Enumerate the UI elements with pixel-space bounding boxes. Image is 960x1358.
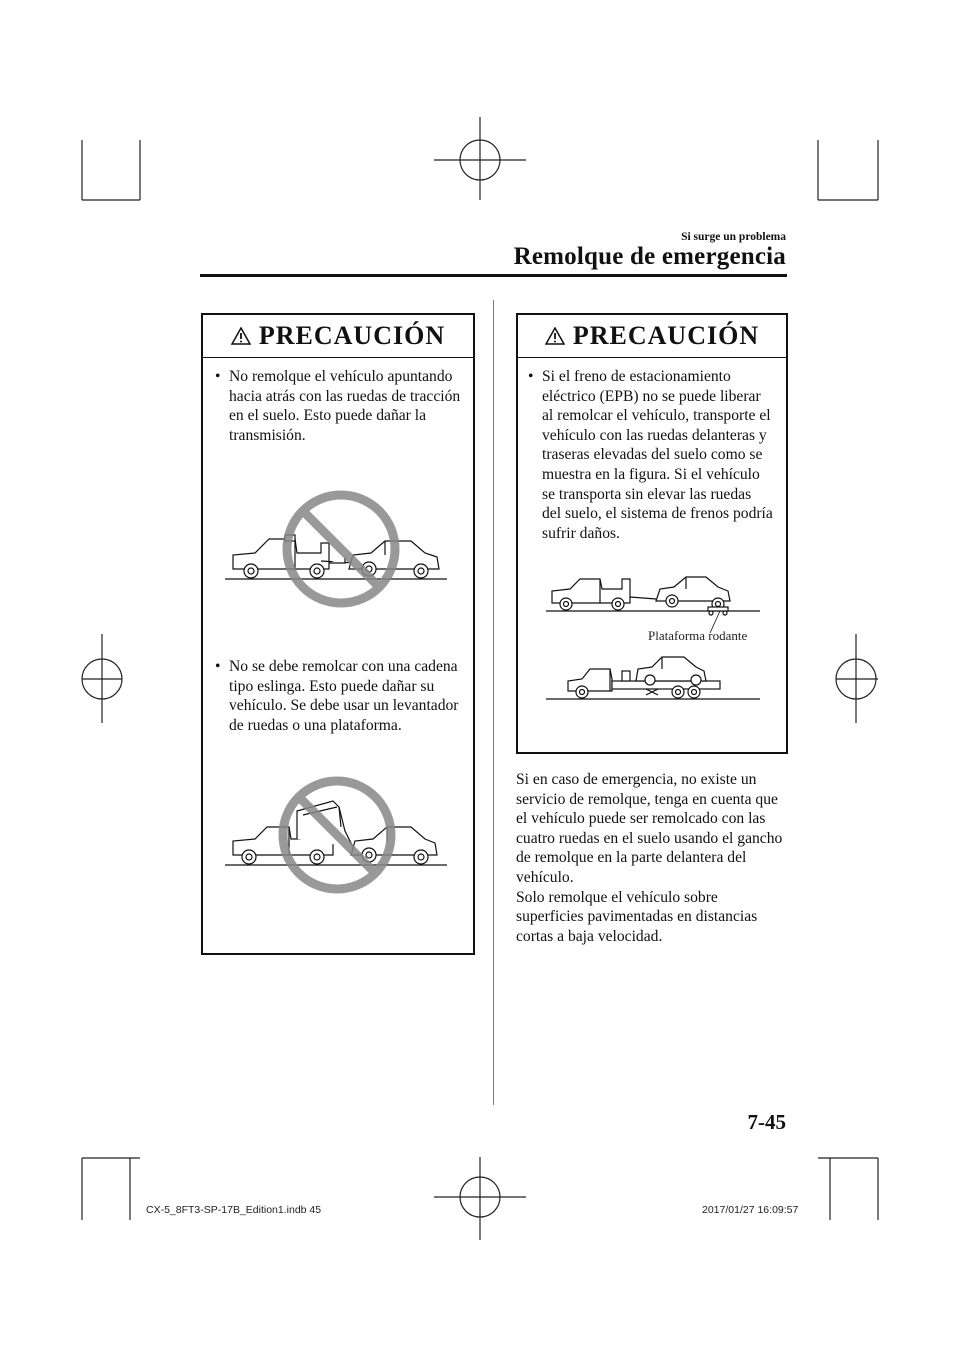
bullet-line: tipo eslinga. Esto puede dañar su <box>229 677 435 695</box>
body-line: Si en caso de emergencia, no existe un <box>516 771 757 788</box>
bullet-line: al remolcar el vehículo, transporte el <box>542 407 771 425</box>
body-line: el vehículo puede ser remolcado con las <box>516 810 766 828</box>
flatbed-truck-illustration <box>538 651 770 707</box>
section-label: Si surge un problema <box>681 231 786 243</box>
section-title: Remolque de emergencia <box>513 243 786 270</box>
body-line: servicio de remolque, tenga en cuenta que <box>516 790 778 808</box>
caution-bullet <box>215 367 471 445</box>
column-divider <box>493 300 494 1105</box>
bullet-line: Si el freno de estacionamiento <box>542 368 731 385</box>
body-line: cuatro ruedas en el suelo usando el gancho <box>516 829 783 847</box>
page-number: 7-45 <box>747 1110 786 1134</box>
caution-bullet <box>215 657 471 735</box>
bullet-line: muestra en la figura. Si el vehículo <box>542 465 760 483</box>
header-rule <box>200 274 787 277</box>
bullet-dot: • <box>528 368 534 385</box>
dolly-caption: Plataforma rodante <box>648 628 748 643</box>
body-line: cortas a baja velocidad. <box>516 927 663 945</box>
body-line: de remolque en la parte delantera del <box>516 849 747 867</box>
body-line: vehículo. <box>516 868 574 886</box>
bullet-line: No se debe remolcar con una cadena <box>229 658 458 675</box>
body-text <box>516 770 796 946</box>
bullet-line: transmisión. <box>229 426 306 444</box>
bullet-line: No remolque el vehículo apuntando <box>229 368 453 385</box>
bullet-dot: • <box>215 368 221 385</box>
bullet-line: hacia atrás con las ruedas de tracción <box>229 387 461 405</box>
body-line: Solo remolque el vehículo sobre <box>516 888 718 906</box>
caution-bullet <box>528 367 784 543</box>
bullet-line: en el suelo. Esto puede dañar la <box>229 407 427 425</box>
bullet-line: del suelo, el sistema de frenos podría <box>542 505 773 523</box>
warning-triangle-icon <box>231 327 251 345</box>
bullet-line: se transporta sin elevar las ruedas <box>542 485 752 503</box>
left-caution-box <box>201 313 475 955</box>
bullet-dot: • <box>215 658 221 675</box>
heading-rule <box>518 357 786 358</box>
bullet-line: vehículo con las ruedas delanteras y <box>542 426 767 444</box>
warning-triangle-icon <box>545 327 565 345</box>
bullet-line: sufrir daños. <box>542 524 620 542</box>
bullet-line: de ruedas o una plataforma. <box>229 716 402 734</box>
right-caution-box <box>516 313 788 754</box>
caution-title: PRECAUCIÓN <box>258 321 446 350</box>
heading-rule <box>203 357 473 358</box>
prohibited-rear-tow-illustration <box>225 483 457 613</box>
prohibited-sling-tow-illustration <box>225 771 457 901</box>
caution-title: PRECAUCIÓN <box>572 321 760 350</box>
footer-timestamp: 2017/01/27 16:09:57 <box>702 1204 799 1216</box>
bullet-line: traseras elevadas del suelo como se <box>542 446 763 464</box>
footer-file: CX-5_8FT3-SP-17B_Edition1.indb 45 <box>146 1204 322 1216</box>
bullet-line: vehículo. Se debe usar un levantador <box>229 697 459 715</box>
caution-heading <box>203 315 473 357</box>
bullet-line: eléctrico (EPB) no se puede liberar <box>542 387 761 405</box>
caution-heading <box>518 315 786 357</box>
body-line: superficies pavimentadas en distancias <box>516 908 758 926</box>
